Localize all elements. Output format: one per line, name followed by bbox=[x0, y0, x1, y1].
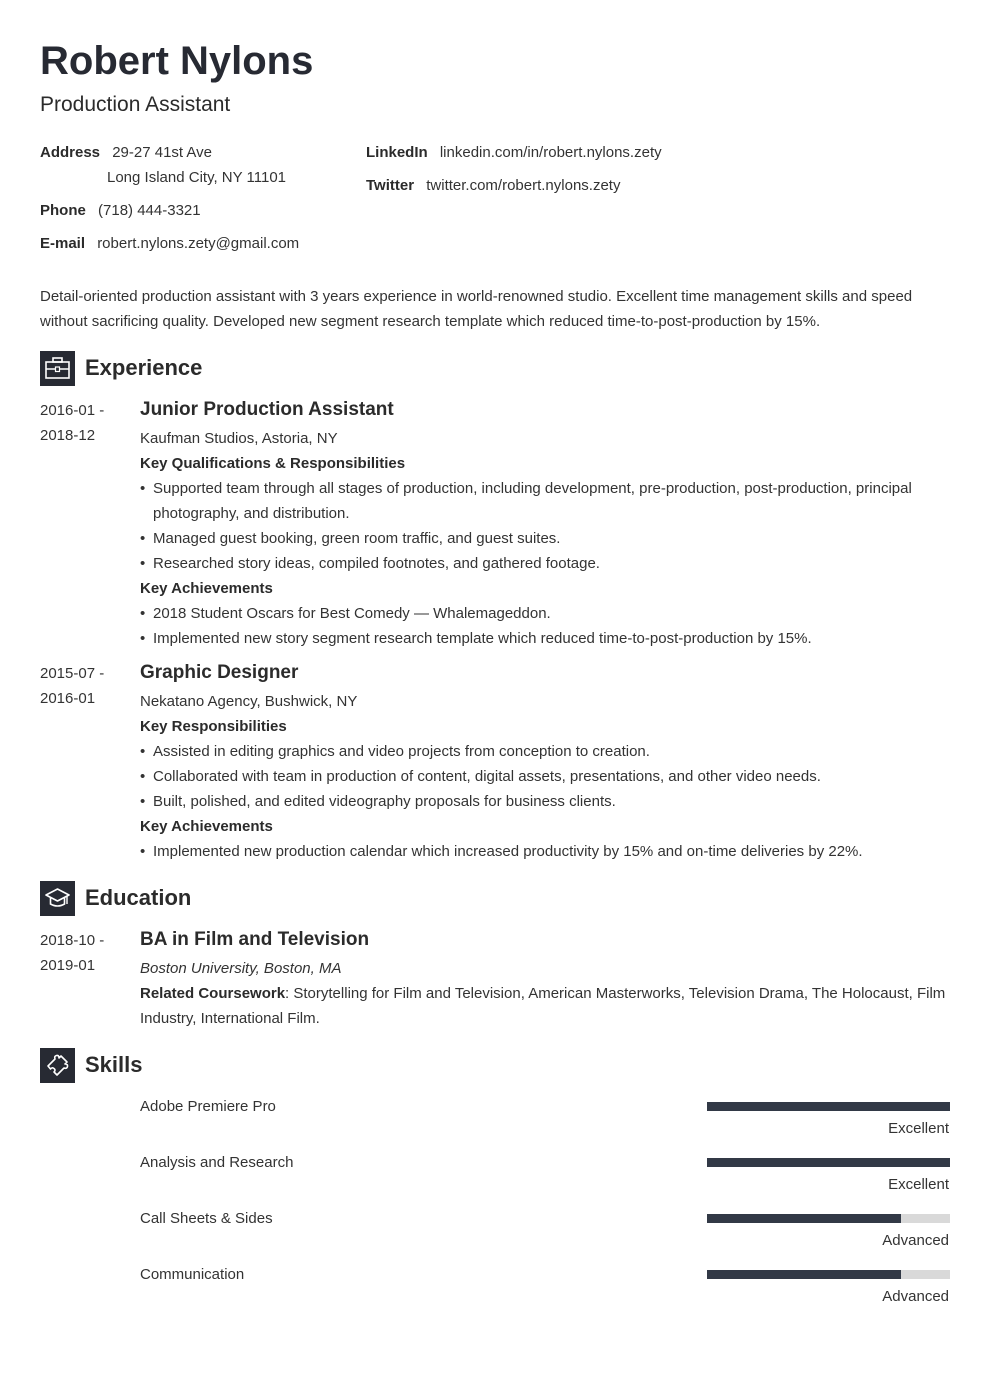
skill-bar-fill bbox=[707, 1270, 901, 1279]
achievements-list bbox=[140, 601, 950, 651]
skill-name: Adobe Premiere Pro bbox=[140, 1098, 276, 1115]
skill-bar bbox=[707, 1158, 950, 1167]
contact-block bbox=[40, 140, 950, 270]
graduation-cap-icon bbox=[40, 881, 75, 916]
responsibilities-heading: Key Responsibilities bbox=[140, 718, 287, 735]
skill-level: Excellent bbox=[888, 1120, 949, 1137]
achievements-list bbox=[140, 839, 950, 864]
skill-name: Call Sheets & Sides bbox=[140, 1210, 273, 1227]
email-label: E-mail bbox=[40, 235, 86, 252]
entry-body bbox=[140, 398, 950, 651]
date-start: 2018-10 - bbox=[40, 932, 105, 949]
twitter-row bbox=[366, 173, 620, 198]
skill-item bbox=[40, 1153, 950, 1209]
skill-bar-fill bbox=[707, 1102, 950, 1111]
list-item: • Assisted in editing graphics and video projects from conception to creation. bbox=[140, 739, 950, 764]
address-line2: Long Island City, NY 11101 bbox=[107, 169, 287, 186]
date-start: 2016-01 - bbox=[40, 402, 105, 419]
skill-item bbox=[40, 1097, 950, 1153]
experience-entry bbox=[40, 398, 950, 651]
list-item: • Implemented new story segment research template which reduced time-to-post-production by 15%. bbox=[140, 626, 950, 651]
experience-header bbox=[40, 350, 950, 386]
experience-entry bbox=[40, 661, 950, 864]
list-item: • Researched story ideas, compiled footnotes, and gathered footage. bbox=[140, 551, 950, 576]
skill-item bbox=[40, 1209, 950, 1265]
candidate-name: Robert Nylons bbox=[40, 39, 314, 83]
responsibilities-list bbox=[140, 739, 950, 814]
skill-bar bbox=[707, 1214, 950, 1223]
date-end: 2019-01 bbox=[40, 957, 96, 974]
phone-value: (718) 444-3321 bbox=[98, 202, 201, 219]
degree: BA in Film and Television bbox=[140, 929, 370, 950]
skills-header bbox=[40, 1047, 950, 1083]
company: Kaufman Studios, Astoria, NY bbox=[140, 430, 338, 447]
list-item: • Collaborated with team in production of content, digital assets, presentations, and other video needs. bbox=[140, 764, 950, 789]
education-entry bbox=[40, 928, 950, 1031]
skill-bar-fill bbox=[707, 1158, 950, 1167]
entry-dates bbox=[40, 661, 140, 864]
skill-bar bbox=[707, 1102, 950, 1111]
entry-body bbox=[140, 661, 950, 864]
address-label: Address bbox=[40, 144, 101, 161]
date-start: 2015-07 - bbox=[40, 665, 105, 682]
job-title: Production Assistant bbox=[40, 93, 231, 116]
list-item: • Built, polished, and edited videography proposals for business clients. bbox=[140, 789, 950, 814]
achievements-heading: Key Achievements bbox=[140, 818, 273, 835]
skill-bar bbox=[707, 1270, 950, 1279]
skill-name: Analysis and Research bbox=[140, 1154, 294, 1171]
entry-dates bbox=[40, 928, 140, 1031]
summary: Detail-oriented production assistant with 3 years experience in world-renowned studio. Excellent time management skills and speed without sacrificing quality. Developed new segment research template which reduced time-to-post-production by 15%. bbox=[40, 288, 913, 330]
twitter-label: Twitter bbox=[366, 177, 415, 194]
briefcase-icon bbox=[40, 351, 75, 386]
phone-label: Phone bbox=[40, 202, 86, 219]
job-title: Junior Production Assistant bbox=[140, 399, 394, 420]
twitter-value: twitter.com/robert.nylons.zety bbox=[426, 177, 621, 194]
skill-level: Excellent bbox=[888, 1176, 949, 1193]
skill-item bbox=[40, 1265, 950, 1321]
skill-level: Advanced bbox=[882, 1232, 949, 1249]
skills-list bbox=[40, 1097, 950, 1321]
coursework-list: : Storytelling for Film and Television, American Masterworks, Television Drama, The Holocaust, Film Industry, International Film. bbox=[140, 985, 946, 1027]
job-title: Graphic Designer bbox=[140, 662, 299, 683]
entry-dates bbox=[40, 398, 140, 651]
skills-heading: Skills bbox=[85, 1052, 143, 1077]
school: Boston University, Boston, MA bbox=[140, 960, 342, 977]
responsibilities-heading: Key Qualifications & Responsibilities bbox=[140, 455, 406, 472]
list-item: • Implemented new production calendar which increased productivity by 15% and on-time deliveries by 22%. bbox=[140, 839, 950, 864]
education-heading: Education bbox=[85, 885, 192, 910]
date-end: 2016-01 bbox=[40, 690, 96, 707]
list-item: • 2018 Student Oscars for Best Comedy — Whalemageddon. bbox=[140, 601, 950, 626]
date-end: 2018-12 bbox=[40, 427, 96, 444]
linkedin-row bbox=[366, 140, 662, 165]
email-row bbox=[40, 231, 299, 256]
email-value: robert.nylons.zety@gmail.com bbox=[97, 235, 300, 252]
experience-heading: Experience bbox=[85, 355, 203, 380]
resume-page bbox=[40, 38, 950, 1321]
coursework-label: Related Coursework bbox=[140, 985, 286, 1002]
list-item: • Supported team through all stages of production, including development, pre-production, post-production, principal photography, and distribution. bbox=[140, 476, 950, 526]
responsibilities-list bbox=[140, 476, 950, 576]
company: Nekatano Agency, Bushwick, NY bbox=[140, 693, 358, 710]
address-line1: 29-27 41st Ave bbox=[112, 144, 213, 161]
linkedin-label: LinkedIn bbox=[366, 144, 428, 161]
address-row bbox=[40, 140, 287, 186]
puzzle-icon bbox=[40, 1048, 75, 1083]
skill-bar-fill bbox=[707, 1214, 901, 1223]
coursework bbox=[140, 981, 950, 1031]
linkedin-value: linkedin.com/in/robert.nylons.zety bbox=[439, 144, 662, 161]
phone-row bbox=[40, 198, 201, 223]
skill-level: Advanced bbox=[882, 1288, 949, 1305]
list-item: • Managed guest booking, green room traffic, and guest suites. bbox=[140, 526, 950, 551]
entry-body bbox=[140, 928, 950, 1031]
achievements-heading: Key Achievements bbox=[140, 580, 273, 597]
skill-name: Communication bbox=[140, 1266, 245, 1283]
education-header bbox=[40, 880, 950, 916]
